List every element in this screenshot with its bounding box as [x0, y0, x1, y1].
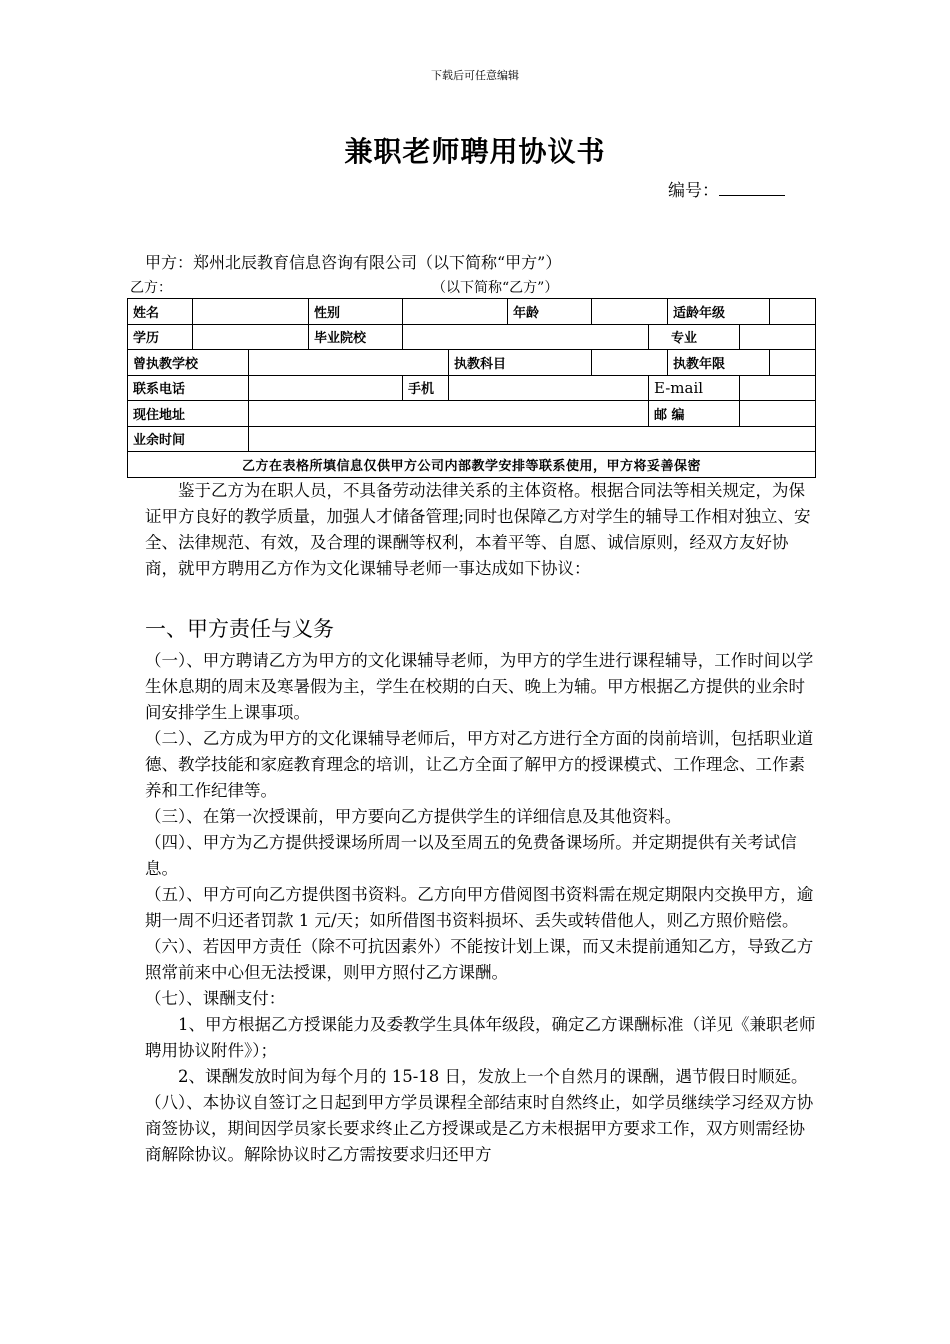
address-field[interactable] — [249, 401, 649, 427]
table-row — [128, 350, 816, 376]
phone-field[interactable] — [249, 375, 403, 401]
party-b-line — [130, 277, 650, 297]
grade-field[interactable] — [770, 299, 816, 325]
clause-7-item-2: 2、课酬发放时间为每个月的 15-18 日，发放上一个自然月的课酬，遇节假日时顺延。 — [178, 1067, 808, 1086]
age-field[interactable] — [592, 299, 668, 325]
privacy-notice: 乙方在表格所填信息仅供甲方公司内部教学安排等联系使用，甲方将妥善保密 — [128, 452, 816, 478]
subject-label: 执教科目 — [449, 350, 592, 376]
mobile-field[interactable] — [449, 375, 649, 401]
age-label: 年龄 — [508, 299, 592, 325]
address-label: 现住地址 — [128, 401, 249, 427]
clause-3: （三）、在第一次授课前，甲方要向乙方提供学生的详细信息及其他资料。 — [145, 807, 682, 826]
grade-label: 适龄年级 — [668, 299, 770, 325]
party-b-abbreviation: （以下简称“乙方”） — [432, 280, 559, 296]
gender-label: 性别 — [309, 299, 403, 325]
subject-field[interactable] — [592, 350, 668, 376]
clause-8: （八）、本协议自签订之日起到甲方学员课程全部结束时自然终止，如学员继续学习经双方协商签协议，期间因学员家长要求终止乙方授课或是乙方未根据甲方要求工作，双方则需经协商解除协议。解除协议时乙方需按要求归还甲方 — [145, 1093, 814, 1164]
prev-school-label: 曾执教学校 — [128, 350, 249, 376]
postcode-field[interactable] — [740, 401, 816, 427]
table-row — [128, 426, 816, 452]
clause-6: （六）、若因甲方责任（除不可抗因素外）不能按计划上课，而又未提前通知乙方，导致乙方照常前来中心但无法授课，则甲方照付乙方课酬。 — [145, 937, 814, 982]
education-label: 学历 — [128, 324, 193, 350]
years-label: 执教年限 — [668, 350, 770, 376]
section-1-heading: 一、甲方责任与义务 — [145, 617, 334, 641]
clause-5: （五）、甲方可向乙方提供图书资料。乙方向甲方借阅图书资料需在规定期限内交换甲方，逾期一周不归还者罚款 1 元/天；如所借图书资料损坏、丢失或转借他人，则乙方照价赔偿。 — [145, 885, 814, 930]
header-note: 下载后可任意编辑 — [431, 69, 519, 82]
table-row — [128, 299, 816, 325]
spare-time-field[interactable] — [249, 426, 816, 452]
clause-2: （二）、乙方成为甲方的文化课辅导老师后，甲方对乙方进行全方面的岗前培训，包括职业道德、教学技能和家庭教育理念的培训，让乙方全面了解甲方的授课模式、工作理念、工作素养和工作纪律等。 — [145, 729, 814, 800]
contract-number-blank — [719, 181, 785, 196]
school-label: 毕业院校 — [309, 324, 403, 350]
name-label: 姓名 — [128, 299, 193, 325]
clause-7-item-1: 1、甲方根据乙方授课能力及委教学生具体年级段，确定乙方课酬标准（详见《兼职老师聘用协议附件》）； — [145, 1015, 816, 1060]
agreement-body — [145, 478, 817, 1168]
applicant-info-table — [127, 298, 816, 478]
email-label: E-mail — [649, 375, 740, 401]
major-field[interactable] — [740, 324, 816, 350]
document-title: 兼职老师聘用协议书 — [344, 135, 606, 168]
clause-1: （一）、甲方聘请乙方为甲方的文化课辅导老师，为甲方的学生进行课程辅导，工作时间以学生休息期的周末及寒暑假为主，学生在校期的白天、晚上为辅。甲方根据乙方提供的业余时间安排学生上课事项。 — [145, 651, 814, 722]
gender-field[interactable] — [403, 299, 508, 325]
name-field[interactable] — [193, 299, 309, 325]
contract-number-label: 编号： — [668, 181, 719, 201]
table-row — [128, 375, 816, 401]
phone-label: 联系电话 — [128, 375, 249, 401]
spare-time-label: 业余时间 — [128, 426, 249, 452]
prev-school-field[interactable] — [249, 350, 449, 376]
party-a-line: 甲方：郑州北辰教育信息咨询有限公司（以下简称“甲方”） — [145, 253, 562, 272]
table-row — [128, 401, 816, 427]
clause-7: （七）、课酬支付： — [145, 989, 286, 1008]
table-row — [128, 324, 816, 350]
mobile-label: 手机 — [403, 375, 449, 401]
intro-paragraph: 鉴于乙方为在职人员，不具备劳动法律关系的主体资格。根据合同法等相关规定，为保证甲方良好的教学质量，加强人才储备管理;同时也保障乙方对学生的辅导工作相对独立、安全、法律规范、有效，及合理的课酬等权利，本着平等、自愿、诚信原则，经双方友好协商，就甲方聘用乙方作为文化课辅导老师一事达成如下协议： — [145, 481, 811, 578]
school-field[interactable] — [403, 324, 649, 350]
table-row — [128, 452, 816, 478]
postcode-label: 邮 编 — [649, 401, 740, 427]
email-field[interactable] — [740, 375, 816, 401]
education-field[interactable] — [193, 324, 309, 350]
years-field[interactable] — [770, 350, 816, 376]
clause-4: （四）、甲方为乙方提供授课场所周一以及至周五的免费备课场所。并定期提供有关考试信息。 — [145, 833, 797, 878]
contract-number — [668, 176, 785, 201]
party-b-label: 乙方： — [130, 280, 172, 296]
major-label: 专业 — [649, 324, 740, 350]
